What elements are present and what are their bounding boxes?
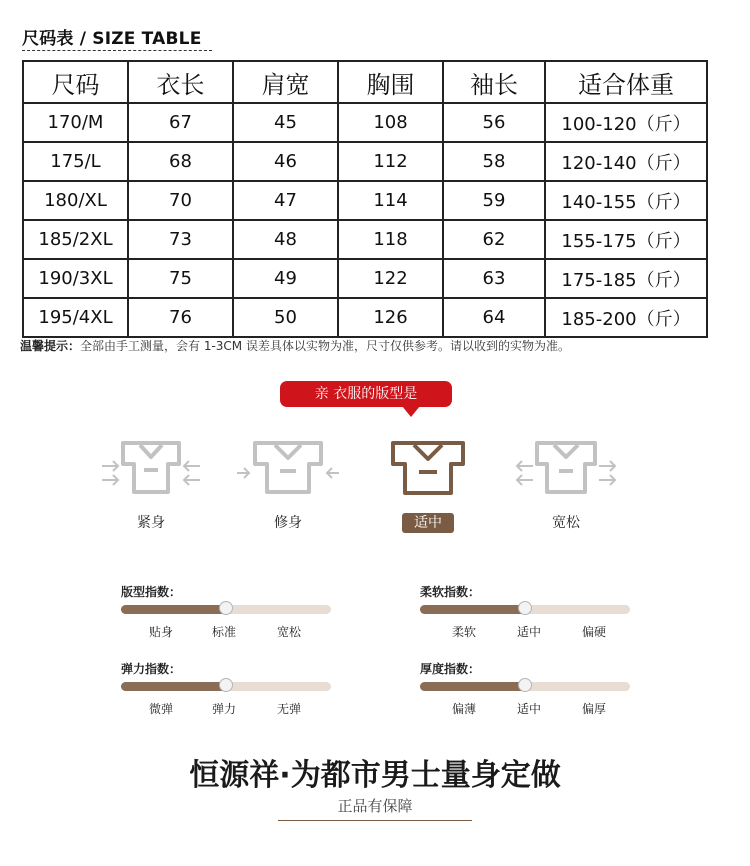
column-header: 袖长 — [443, 61, 545, 103]
fit-index-fill — [121, 605, 226, 614]
fit-banner-text: 亲 衣服的版型是 — [314, 386, 418, 402]
table-cell: 175-185（斤） — [545, 259, 707, 298]
table-cell: 108 — [338, 103, 443, 142]
table-cell: 185-200（斤） — [545, 298, 707, 337]
tick-label: 适中 — [516, 625, 542, 639]
size-table-header-row — [23, 61, 707, 103]
table-cell: 58 — [443, 142, 545, 181]
table-cell: 67 — [128, 103, 233, 142]
fit-option-label: 紧身 — [137, 515, 165, 531]
column-header: 胸围 — [338, 61, 443, 103]
table-cell: 70 — [128, 181, 233, 220]
table-cell: 190/3XL — [23, 259, 128, 298]
table-cell: 59 — [443, 181, 545, 220]
table-cell: 62 — [443, 220, 545, 259]
table-cell: 47 — [233, 181, 338, 220]
slim-fit-shirt-icon — [233, 436, 343, 506]
fit-index-meter — [121, 583, 333, 643]
tight-fit-shirt-icon — [96, 436, 206, 506]
thickness-index-knob — [518, 678, 532, 692]
brand-slogan: 恒源祥·为都市男士量身定做 — [189, 758, 561, 793]
tick-label: 宽松 — [276, 625, 302, 639]
authenticity-badge: 正品有保障 — [337, 797, 413, 815]
table-cell: 195/4XL — [23, 298, 128, 337]
table-cell: 180/XL — [23, 181, 128, 220]
table-cell: 120-140（斤） — [545, 142, 707, 181]
softness-index-track — [420, 605, 630, 614]
size-table-title: 尺码表 / SIZE TABLE — [22, 29, 202, 49]
column-header: 衣长 — [128, 61, 233, 103]
fit-index-title: 版型指数： — [121, 585, 182, 599]
measurement-note — [20, 337, 570, 354]
loose-fit-shirt-icon — [511, 436, 621, 506]
table-cell: 46 — [233, 142, 338, 181]
thickness-index-title: 厚度指数： — [420, 662, 481, 676]
table-cell: 64 — [443, 298, 545, 337]
fit-option-label: 修身 — [274, 515, 302, 531]
table-cell: 68 — [128, 142, 233, 181]
size-table — [22, 60, 708, 338]
table-cell: 126 — [338, 298, 443, 337]
tick-label: 无弹 — [276, 702, 302, 716]
tick-label: 偏薄 — [451, 702, 477, 716]
tick-label: 柔软 — [451, 625, 477, 639]
table-cell: 112 — [338, 142, 443, 181]
elasticity-index-track — [121, 682, 331, 691]
softness-index-fill — [420, 605, 525, 614]
column-header: 尺码 — [23, 61, 128, 103]
softness-index-knob — [518, 601, 532, 615]
elasticity-index-fill — [121, 682, 226, 691]
table-cell: 140-155（斤） — [545, 181, 707, 220]
note-label: 温馨提示： — [20, 339, 81, 353]
fit-option-label: 宽松 — [552, 515, 580, 531]
table-cell: 56 — [443, 103, 545, 142]
tick-label: 偏硬 — [581, 625, 607, 639]
table-cell: 100-120（斤） — [545, 103, 707, 142]
regular-fit-shirt-icon — [373, 436, 483, 506]
elasticity-index-knob — [219, 678, 233, 692]
fit-index-knob — [219, 601, 233, 615]
tick-label: 适中 — [516, 702, 542, 716]
faint-decorative-text — [0, 830, 750, 854]
table-cell: 114 — [338, 181, 443, 220]
tick-label: 偏厚 — [581, 702, 607, 716]
title-divider — [22, 50, 212, 51]
table-cell: 63 — [443, 259, 545, 298]
table-cell: 185/2XL — [23, 220, 128, 259]
tick-label: 弹力 — [211, 702, 237, 716]
fit-option-slim — [233, 436, 343, 536]
fit-option-label-selected — [373, 512, 483, 532]
column-header: 适合体重 — [545, 61, 707, 103]
fit-option-regular — [373, 436, 483, 536]
table-cell: 50 — [233, 298, 338, 337]
tick-label: 标准 — [211, 625, 237, 639]
table-row — [23, 142, 707, 181]
table-cell: 48 — [233, 220, 338, 259]
softness-index-meter — [420, 583, 632, 643]
thickness-index-fill — [420, 682, 525, 691]
table-row — [23, 181, 707, 220]
fit-index-track — [121, 605, 331, 614]
table-cell: 170/M — [23, 103, 128, 142]
tick-label: 微弹 — [148, 702, 174, 716]
table-cell: 75 — [128, 259, 233, 298]
elasticity-index-title: 弹力指数： — [121, 662, 182, 676]
badge-underline — [278, 820, 472, 821]
thickness-index-track — [420, 682, 630, 691]
thickness-index-meter — [420, 660, 632, 720]
table-cell: 73 — [128, 220, 233, 259]
tick-label: 贴身 — [148, 625, 174, 639]
table-cell: 45 — [233, 103, 338, 142]
table-cell: 122 — [338, 259, 443, 298]
fit-option-tight — [96, 436, 206, 536]
table-cell: 118 — [338, 220, 443, 259]
table-row — [23, 298, 707, 337]
table-row — [23, 259, 707, 298]
note-text: 全部由手工测量，会有 1-3CM 误差具体以实物为准，尺寸仅供参考。请以收到的实物为准。 — [80, 339, 570, 353]
table-cell: 49 — [233, 259, 338, 298]
fit-banner — [280, 381, 452, 407]
selected-fit-badge: 适中 — [402, 513, 454, 533]
table-row — [23, 103, 707, 142]
table-cell: 175/L — [23, 142, 128, 181]
fit-option-loose — [511, 436, 621, 536]
elasticity-index-meter — [121, 660, 333, 720]
column-header: 肩宽 — [233, 61, 338, 103]
table-cell: 155-175（斤） — [545, 220, 707, 259]
softness-index-title: 柔软指数： — [420, 585, 481, 599]
table-row — [23, 220, 707, 259]
fit-banner-tail — [402, 406, 420, 417]
table-cell: 76 — [128, 298, 233, 337]
